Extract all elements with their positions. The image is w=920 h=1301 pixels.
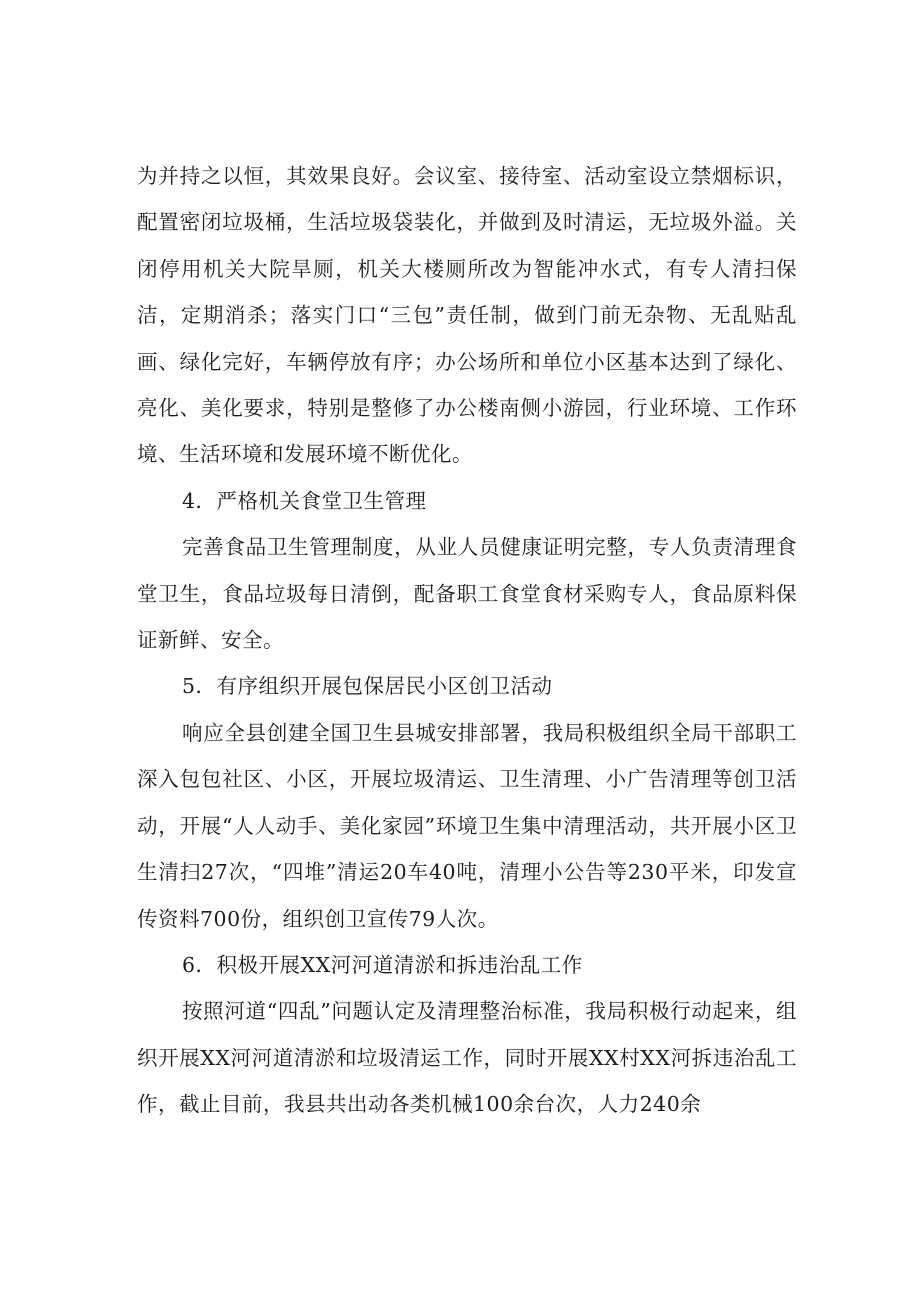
- paragraph-section-6: 按照河道“四乱”问题认定及清理整治标准，我局积极行动起来，组织开展XX河河道清淤和垃圾清运工作，同时开展XX村XX河拆违治乱工作，截止目前，我县共出动各类机械100余台次，人力240余: [137, 999, 797, 1117]
- document-body: [137, 153, 797, 1128]
- section-heading-6: 6．积极开展XX河河道清淤和拆违治乱工作: [182, 952, 583, 977]
- paragraph-section-5: 响应全县创建全国卫生县城安排部署，我局积极组织全局干部职工深入包包社区、小区，开展垃圾清运、卫生清理、小广告清理等创卫活动，开展“人人动手、美化家园”环境卫生集中清理活动，共开展小区卫生清扫27次，“四堆”清运20车40吨，清理小公告等230平米，印发宣传资料700份，组织创卫宣传79人次。: [137, 720, 797, 931]
- paragraph-section-4: 完善食品卫生管理制度，从业人员健康证明完整，专人负责清理食堂卫生，食品垃圾每日清倒，配备职工食堂食材采购专人，食品原料保证新鲜、安全。: [137, 535, 797, 653]
- section-heading-4: 4．严格机关食堂卫生管理: [182, 488, 427, 513]
- section-heading-5: 5．有序组织开展包保居民小区创卫活动: [182, 674, 553, 699]
- paragraph-continued: 为并持之以恒，其效果良好。会议室、接待室、活动室设立禁烟标识，配置密闭垃圾桶，生活垃圾袋装化，并做到及时清运，无垃圾外溢。关闭停用机关大院旱厕，机关大楼厕所改为智能冲水式，有专人清扫保洁，定期消杀；落实门口“三包”责任制，做到门前无杂物、无乱贴乱画、绿化完好，车辆停放有序；办公场所和单位小区基本达到了绿化、亮化、美化要求，特别是整修了办公楼南侧小游园，行业环境、工作环境、生活环境和发展环境不断优化。: [137, 164, 797, 467]
